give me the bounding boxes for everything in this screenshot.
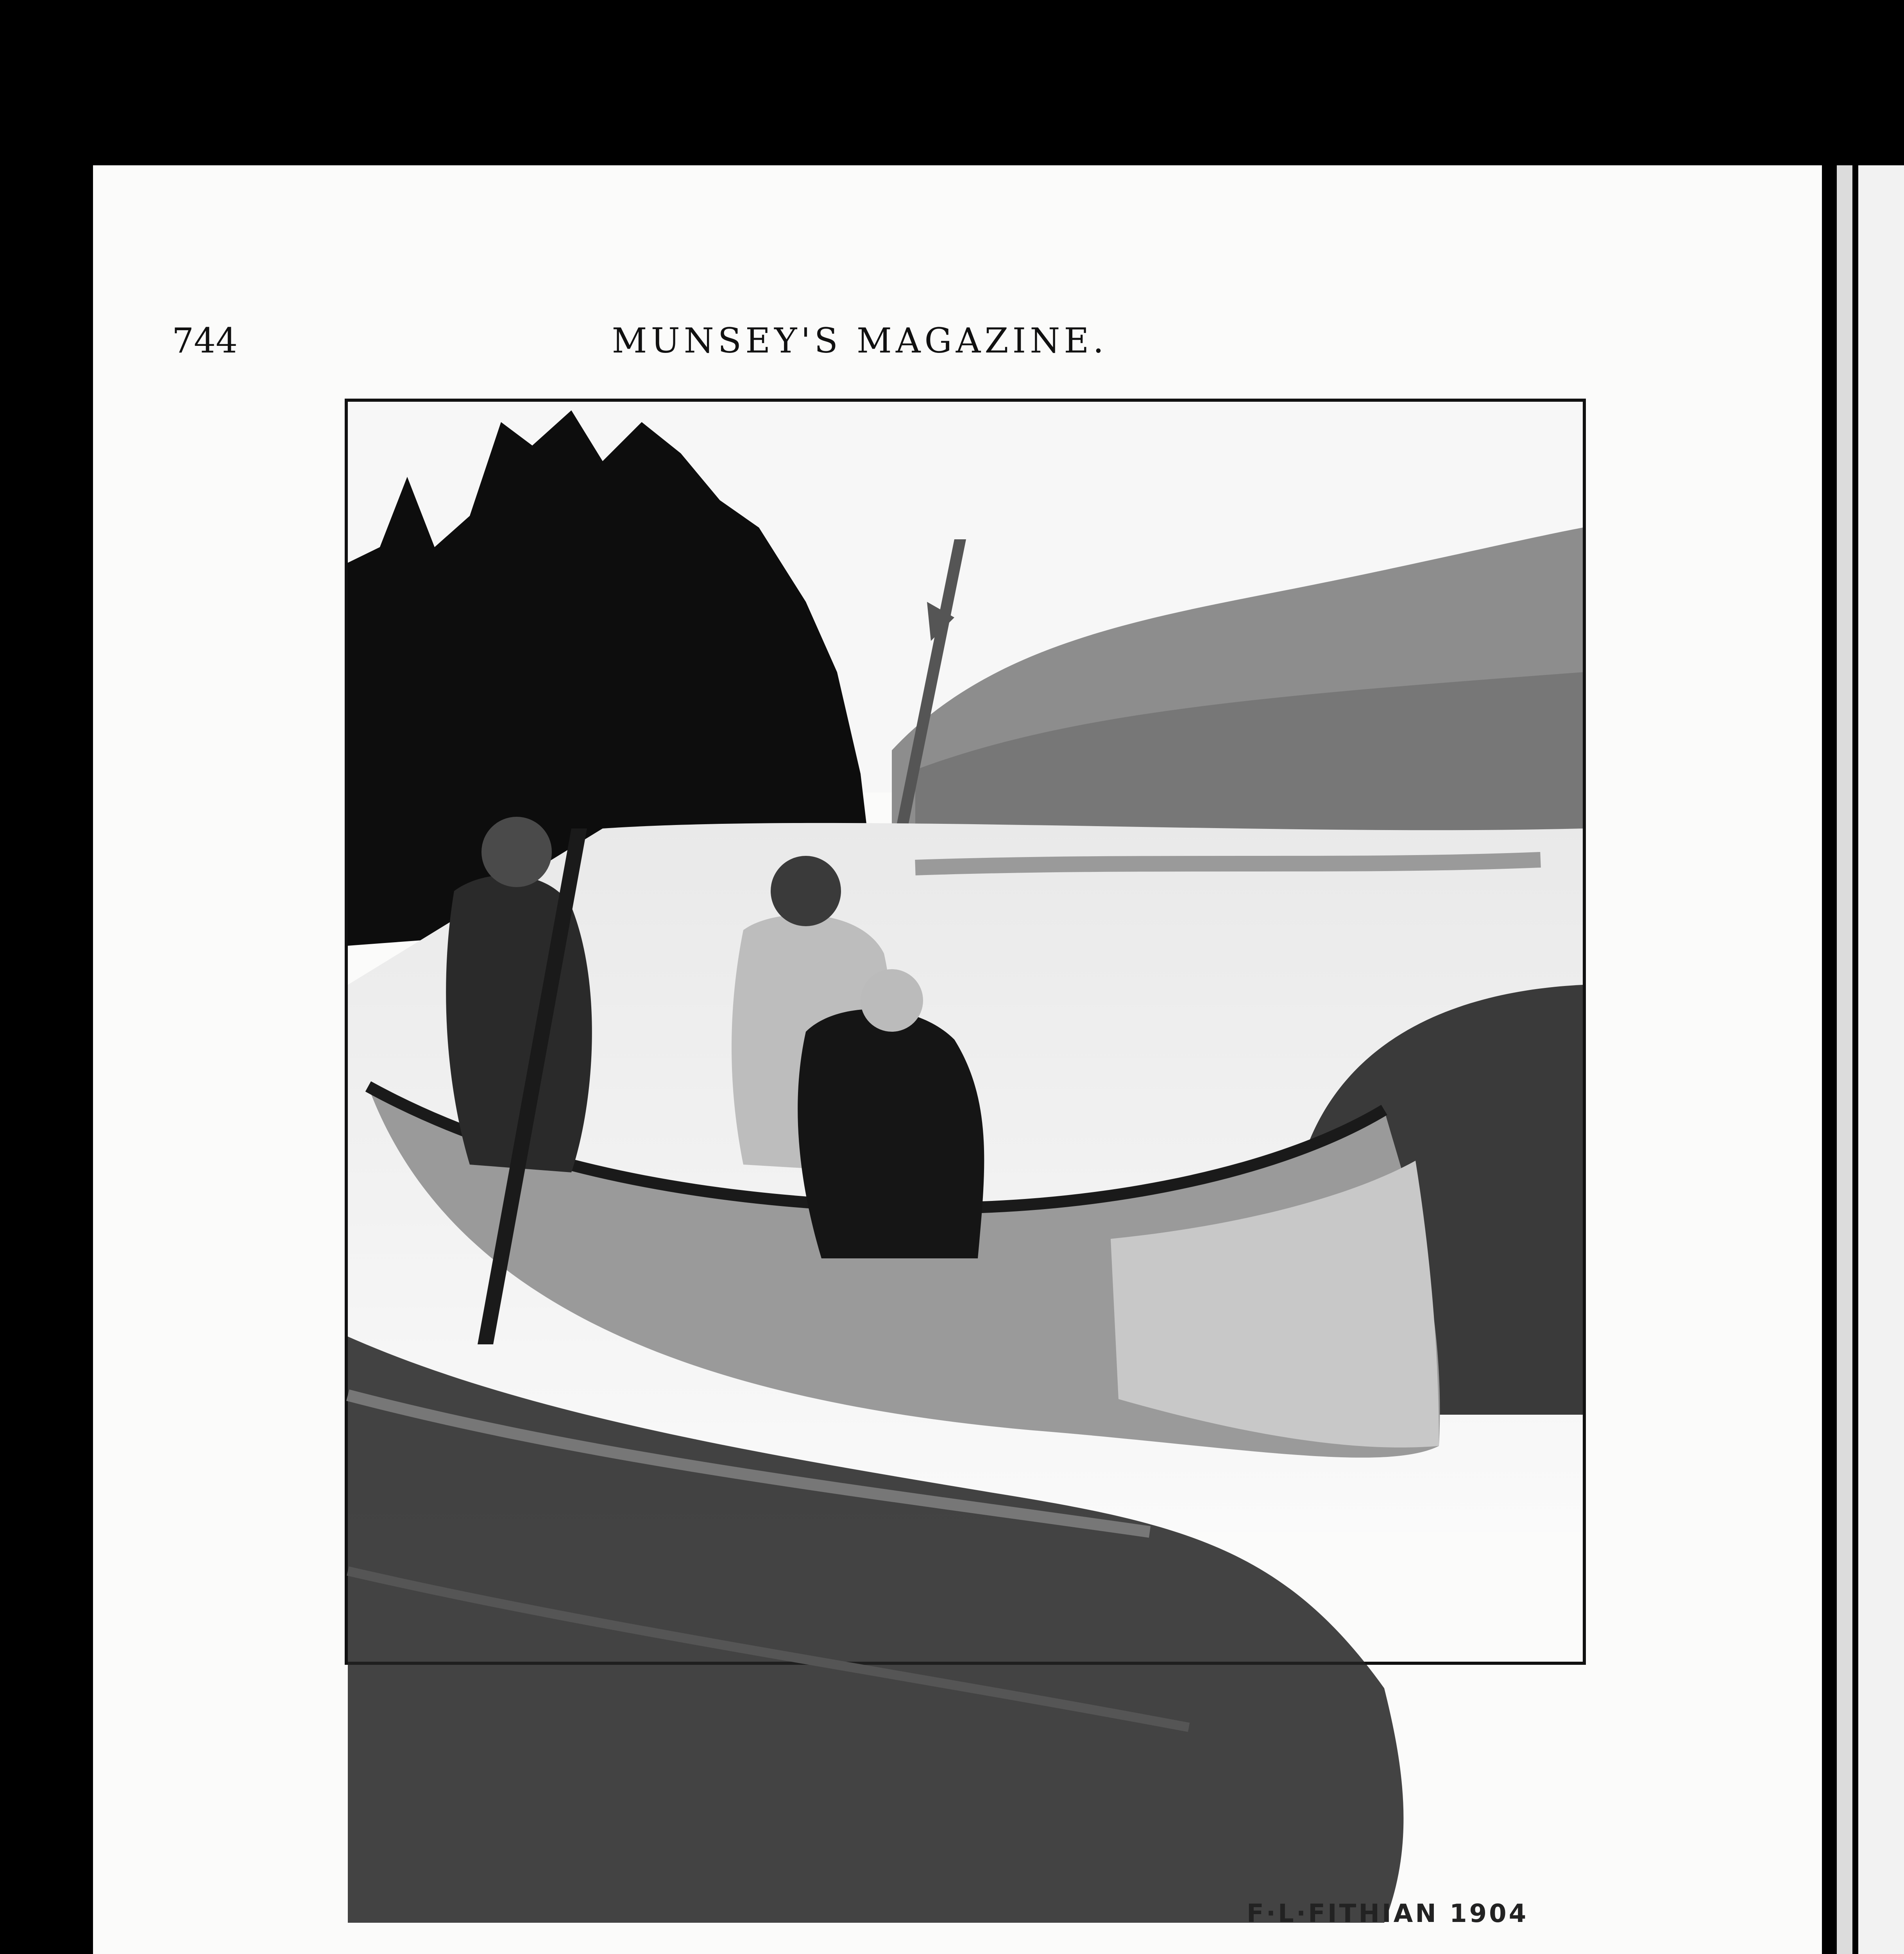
paddler-left-head <box>481 817 552 887</box>
rescued-man-head <box>861 969 923 1032</box>
canoe-illustration <box>251 399 1673 1946</box>
far-shoreline <box>915 860 1541 868</box>
facing-page-margin <box>1858 165 1904 1954</box>
canoe-scene <box>251 399 1673 1946</box>
facing-page-edge <box>1837 165 1852 1954</box>
rescued-man <box>798 1009 984 1258</box>
paddler-center-head <box>771 856 841 926</box>
artist-signature: F·L·FITHIAN 1904 <box>1247 1899 1529 1928</box>
running-title: MUNSEY'S MAGAZINE. <box>612 320 1108 361</box>
page-number: 744 <box>172 320 238 361</box>
